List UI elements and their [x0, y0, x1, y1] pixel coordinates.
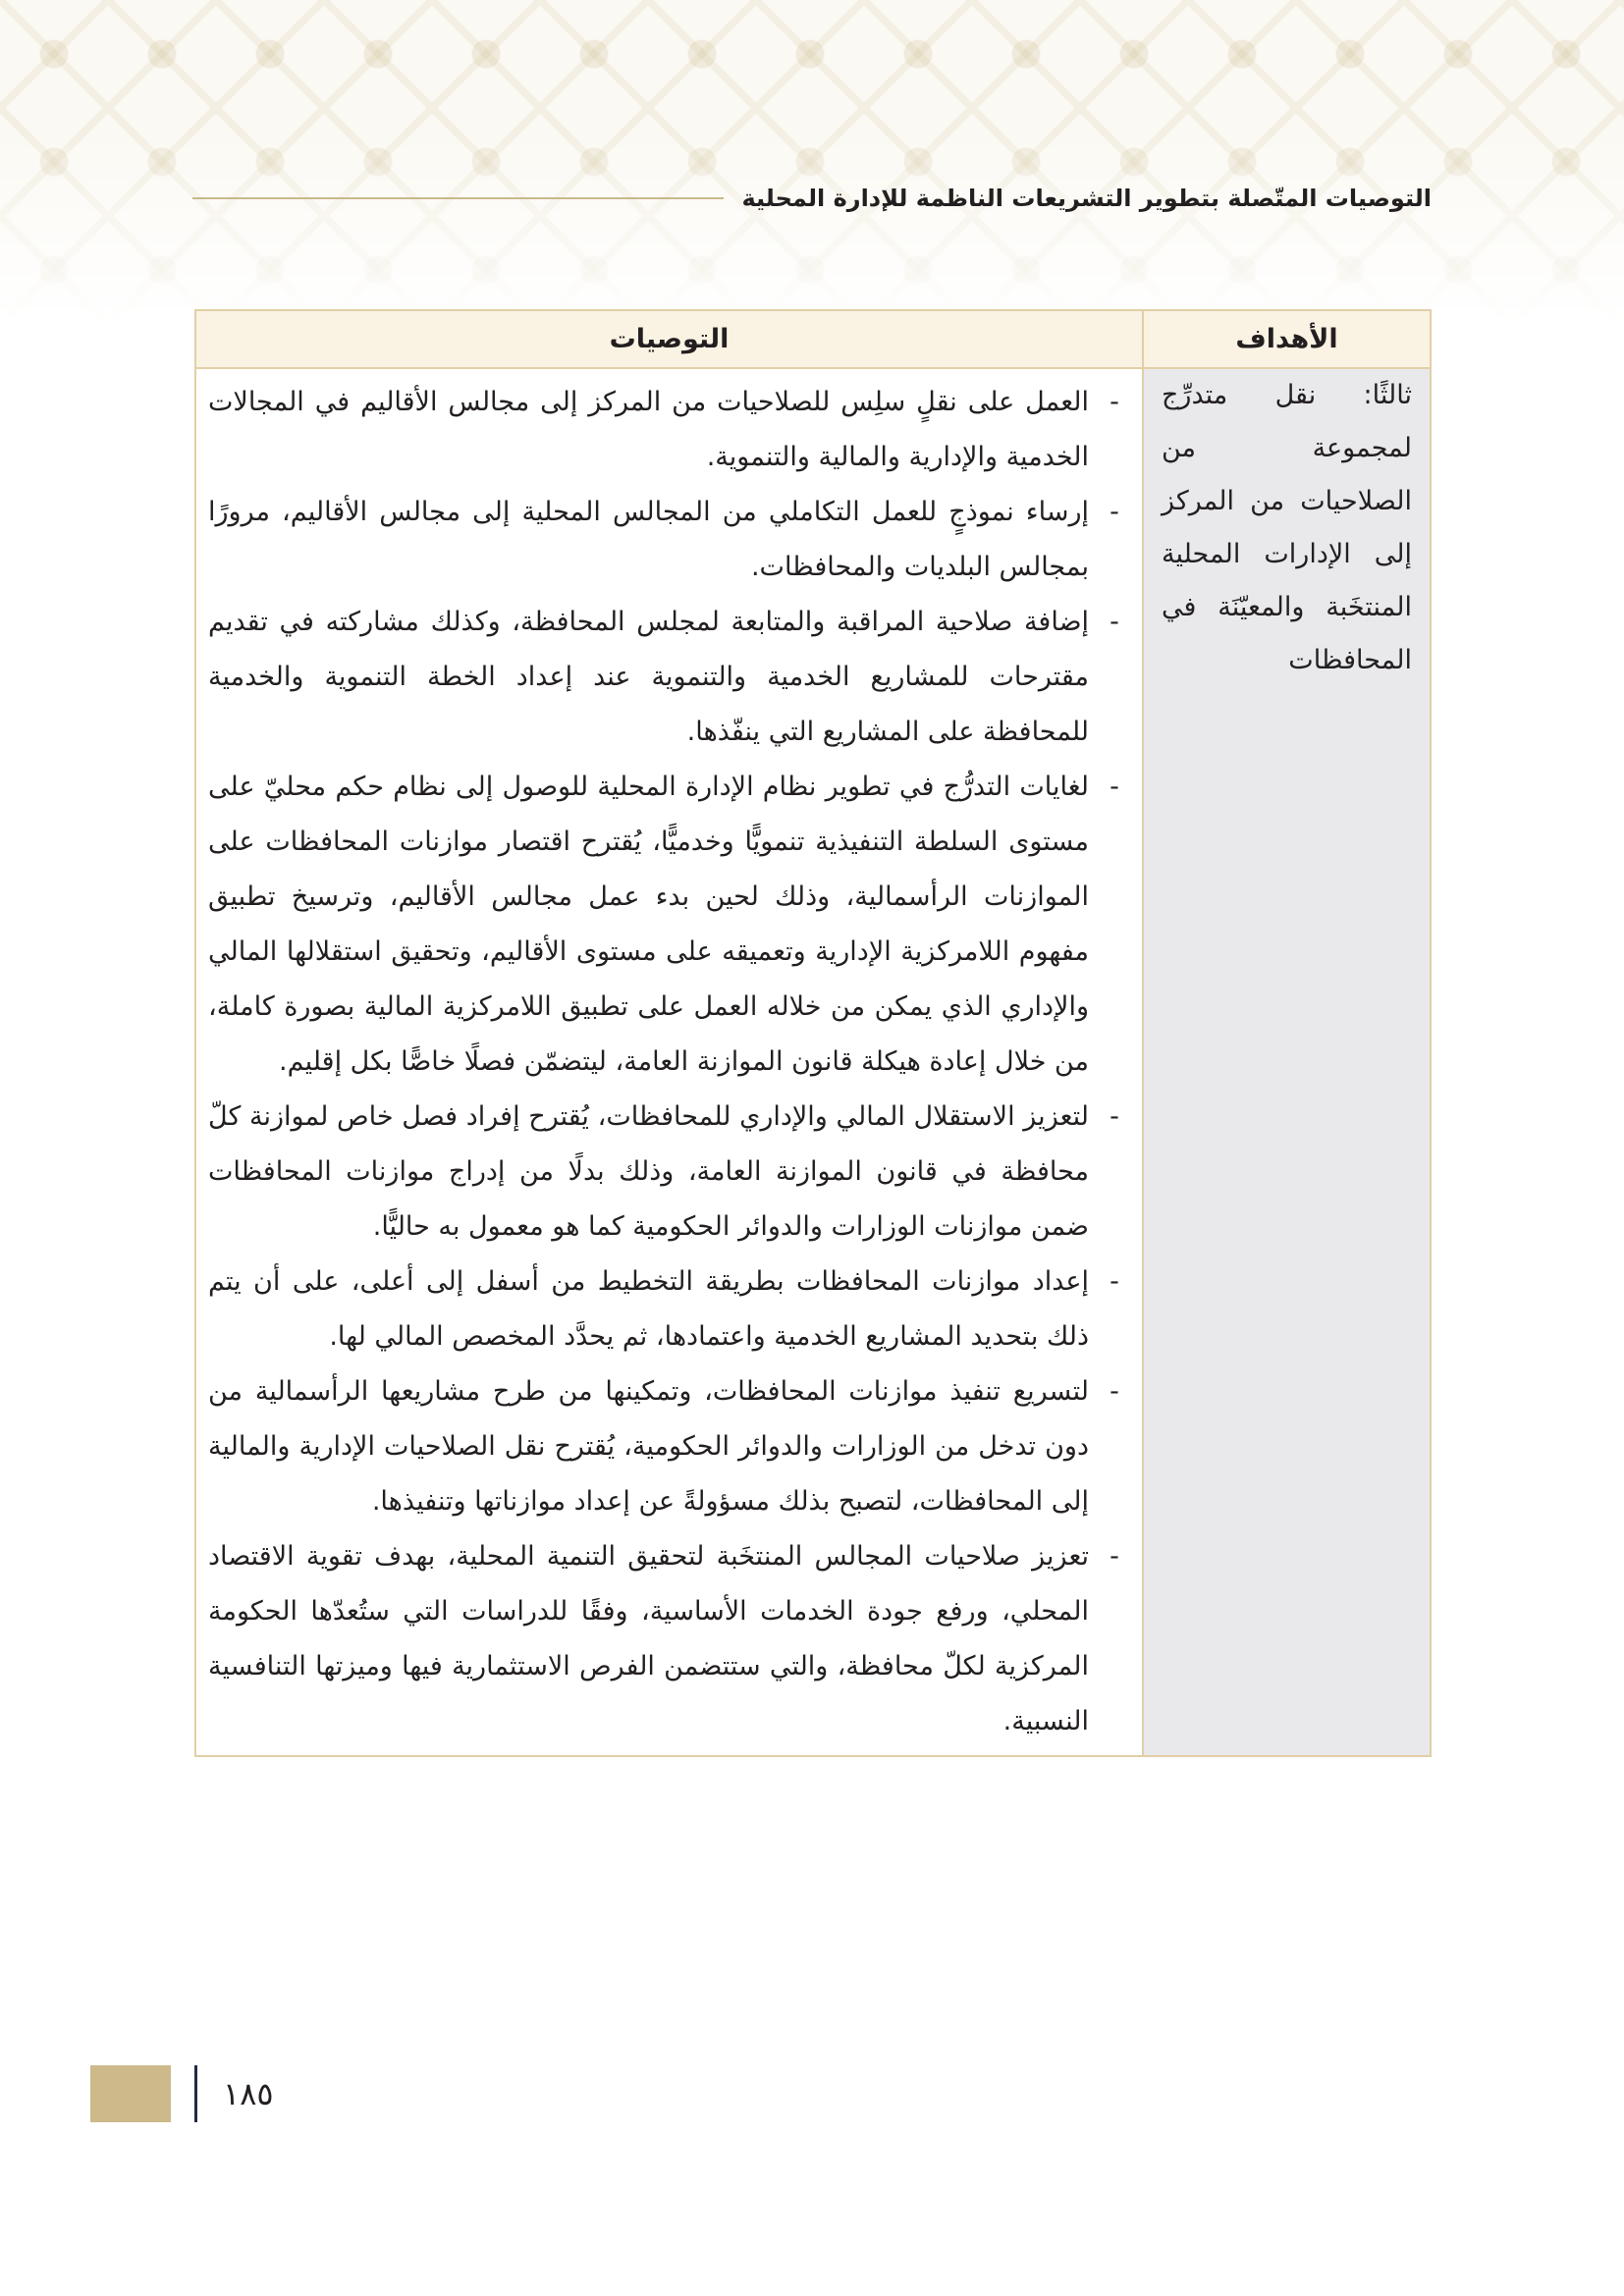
recommendation-item	[208, 1255, 1128, 1364]
bullet-dash: -	[1110, 497, 1119, 527]
bullet-dash: -	[1110, 607, 1119, 637]
header-rule	[192, 197, 724, 199]
recommendation-text: إرساء نموذجٍ للعمل التكاملي من المجالس المحلية إلى مجالس الأقاليم، مرورًا بمجالس البلديات والمحافظات.	[208, 497, 1089, 582]
recommendation-text: لغايات التدرُّج في تطوير نظام الإدارة المحلية للوصول إلى نظام حكم محليّ على مستوى السلطة التنفيذية تنمويًّا وخدميًّا، يُقترح اقتصار موازنات المحافظات على الموازنات الرأسمالية، وذلك لحين بدء عمل مجالس الأقاليم، وترسيخ تطبيق مفهوم اللامركزية الإدارية وتعميقه على مستوى الأقاليم، وتحقيق استقلالها المالي والإداري الذي يمكن من خلاله العمل على تطبيق اللامركزية المالية بصورة كاملة، من خلال إعادة هيكلة قانون الموازنة العامة، ليتضمّن فصلًا خاصًّا بكل إقليم.	[208, 772, 1089, 1077]
bullet-dash: -	[1110, 772, 1119, 802]
recommendation-item	[208, 760, 1128, 1090]
recommendation-text: إعداد موازنات المحافظات بطريقة التخطيط من أسفل إلى أعلى، على أن يتم ذلك بتحديد المشاريع الخدمية واعتمادها، ثم يحدَّد المخصص المالي لها.	[208, 1266, 1089, 1352]
recommendation-item	[208, 1090, 1128, 1255]
footer-divider	[194, 2065, 197, 2122]
table-header-row	[195, 310, 1431, 368]
running-header-title: التوصيات المتّصلة بتطوير التشريعات الناظمة للإدارة المحلية	[741, 185, 1432, 212]
recommendation-item	[208, 1529, 1128, 1749]
decorative-pattern-band	[0, 0, 1624, 324]
bullet-dash: -	[1110, 387, 1119, 417]
recommendations-table	[194, 309, 1432, 1757]
bullet-dash: -	[1110, 1541, 1119, 1572]
bullet-dash: -	[1110, 1101, 1119, 1132]
bullet-dash: -	[1110, 1376, 1119, 1407]
page-footer	[90, 2064, 274, 2123]
recommendation-text: إضافة صلاحية المراقبة والمتابعة لمجلس المحافظة، وكذلك مشاركته في تقديم مقترحات للمشاريع الخدمية والتنموية عند إعداد الخطة التنموية والخدمية للمحافظة على المشاريع التي ينفّذها.	[208, 607, 1089, 747]
page-number: ١٨٥	[223, 2075, 274, 2112]
bullet-dash: -	[1110, 1266, 1119, 1297]
goal-cell: ثالثًا: نقل متدرِّج لمجموعة من الصلاحيات من المركز إلى الإدارات المحلية المنتخَبة والمعيّنَة في المحافظات	[1143, 368, 1431, 1756]
recommendation-item	[208, 1364, 1128, 1529]
running-header	[192, 179, 1432, 218]
recommendation-text: العمل على نقلٍ سلِس للصلاحيات من المركز إلى مجالس الأقاليم في المجالات الخدمية والإدارية والمالية والتنموية.	[208, 387, 1089, 472]
recommendation-text: لتعزيز الاستقلال المالي والإداري للمحافظات، يُقترح إفراد فصل خاص لموازنة كلّ محافظة في قانون الموازنة العامة، وذلك بدلًا من إدراج موازنات المحافظات ضمن موازنات الوزارات والدوائر الحكومية كما هو معمول به حاليًّا.	[208, 1101, 1089, 1242]
recommendation-item	[208, 595, 1128, 760]
recommendation-text: تعزيز صلاحيات المجالس المنتخَبة لتحقيق التنمية المحلية، بهدف تقوية الاقتصاد المحلي، ورفع جودة الخدمات الأساسية، وفقًا للدراسات التي ستُعدّها الحكومة المركزية لكلّ محافظة، والتي ستتضمن الفرص الاستثمارية فيها وميزتها التنافسية النسبية.	[208, 1541, 1089, 1736]
recommendation-item	[208, 485, 1128, 595]
footer-gold-block	[90, 2065, 171, 2122]
recommendation-list	[208, 375, 1128, 1749]
table-row	[195, 368, 1431, 1756]
goals-column-header: الأهداف	[1143, 310, 1431, 368]
recommendation-text: لتسريع تنفيذ موازنات المحافظات، وتمكينها من طرح مشاريعها الرأسمالية من دون تدخل من الوزارات والدوائر الحكومية، يُقترح نقل الصلاحيات الإدارية والمالية إلى المحافظات، لتصبح بذلك مسؤولةً عن إعداد موازناتها وتنفيذها.	[208, 1376, 1089, 1517]
recommendations-cell	[195, 368, 1143, 1756]
recommendation-item	[208, 375, 1128, 485]
recommendations-column-header: التوصيات	[195, 310, 1143, 368]
